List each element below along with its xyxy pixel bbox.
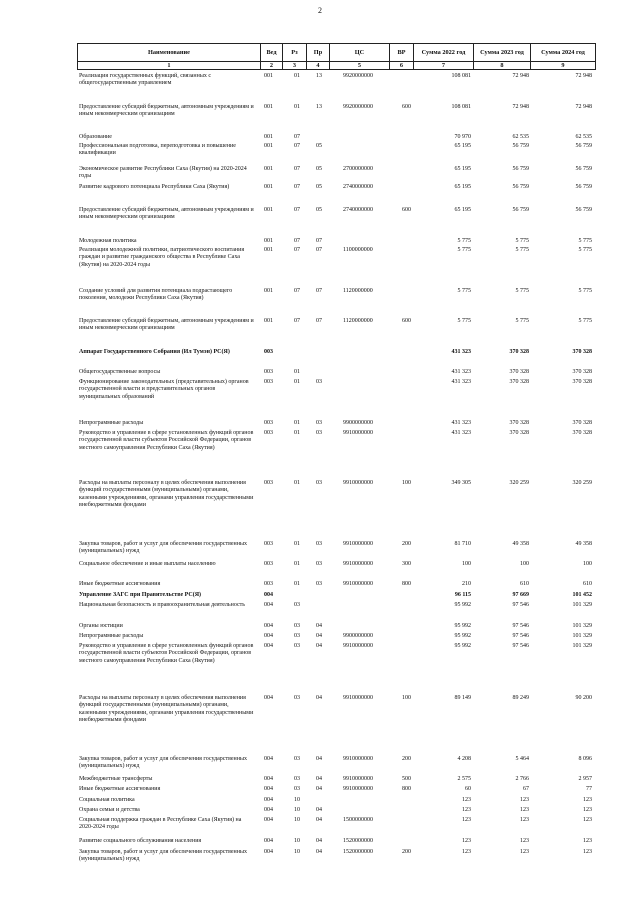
row-rz: 10 <box>294 797 300 803</box>
row-rz: 03 <box>294 695 300 701</box>
row-sum-2023: 2 766 <box>515 776 529 782</box>
row-sum-2022: 108 081 <box>451 104 471 110</box>
row-cs: 2740000000 <box>343 184 373 190</box>
row-rz: 01 <box>294 420 300 426</box>
row-rz: 03 <box>294 786 300 792</box>
row-ved: 004 <box>264 623 273 629</box>
row-vr: 800 <box>402 786 411 792</box>
row-pr: 03 <box>316 430 322 436</box>
row-rz: 01 <box>294 430 300 436</box>
row-sum-2022: 95 992 <box>454 602 471 608</box>
table-header <box>77 43 596 70</box>
row-pr: 04 <box>316 817 322 823</box>
row-pr: 04 <box>316 633 322 639</box>
row-pr: 04 <box>316 849 322 855</box>
row-cs: 1500000000 <box>343 817 373 823</box>
row-sum-2024: 101 329 <box>572 623 592 629</box>
row-pr: 05 <box>316 184 322 190</box>
row-ved: 004 <box>264 807 273 813</box>
row-rz: 07 <box>294 207 300 213</box>
row-sum-2022: 210 <box>462 581 471 587</box>
row-name: Управление ЗАГС при Правительстве РС(Я) <box>79 592 202 598</box>
col-header-name: Наименование <box>78 44 261 62</box>
row-sum-2024: 5 775 <box>578 318 592 324</box>
row-pr: 04 <box>316 776 322 782</box>
row-vr: 600 <box>402 104 411 110</box>
row-ved: 001 <box>264 238 273 244</box>
row-vr: 600 <box>402 318 411 324</box>
row-sum-2023: 72 948 <box>512 73 529 79</box>
row-ved: 004 <box>264 602 273 608</box>
row-ved: 004 <box>264 817 273 823</box>
row-cs: 9910000000 <box>343 643 373 649</box>
row-ved: 004 <box>264 643 273 649</box>
row-ved: 001 <box>264 143 273 149</box>
row-name: Предоставление субсидий бюджетным, автономным учреждениям и иным некоммерческим организациям <box>79 318 254 332</box>
row-pr: 07 <box>316 318 322 324</box>
row-sum-2024: 370 328 <box>572 369 592 375</box>
row-cs: 1520000000 <box>343 838 373 844</box>
row-sum-2024: 72 948 <box>575 104 592 110</box>
row-ved: 004 <box>264 776 273 782</box>
row-sum-2024: 101 329 <box>572 643 592 649</box>
row-vr: 300 <box>402 561 411 567</box>
col-number: 8 <box>474 62 531 70</box>
row-cs: 9920000000 <box>343 73 373 79</box>
row-sum-2022: 65 195 <box>454 207 471 213</box>
col-header-vr: ВР <box>390 44 414 62</box>
row-cs: 9910000000 <box>343 541 373 547</box>
row-rz: 03 <box>294 633 300 639</box>
row-sum-2023: 67 <box>523 786 529 792</box>
row-sum-2023: 123 <box>520 807 529 813</box>
row-ved: 001 <box>264 104 273 110</box>
row-cs: 9910000000 <box>343 786 373 792</box>
row-name: Расходы на выплаты персоналу в целях обеспечения выполнения функций государственными (муниципальными) органами, казенными учреждениями, органами управления государственными внебюджетными фондами <box>79 480 254 509</box>
row-sum-2024: 56 759 <box>575 207 592 213</box>
col-header-pr: Пр <box>307 44 330 62</box>
row-pr: 04 <box>316 695 322 701</box>
row-ved: 004 <box>264 756 273 762</box>
row-ved: 001 <box>264 288 273 294</box>
row-sum-2022: 123 <box>462 807 471 813</box>
row-sum-2022: 431 323 <box>451 430 471 436</box>
page-number: 2 <box>318 6 322 15</box>
row-name: Функционирование законодательных (представительных) органов государственной власти и представительных органов муниципальных образований <box>79 379 249 400</box>
row-name: Аппарат Государственного Собрания (Ил Тумэн) РС(Я) <box>79 349 230 355</box>
row-ved: 001 <box>264 73 273 79</box>
row-sum-2023: 123 <box>520 817 529 823</box>
row-ved: 004 <box>264 695 273 701</box>
row-cs: 1120000000 <box>343 288 373 294</box>
row-cs: 1520000000 <box>343 849 373 855</box>
row-sum-2024: 56 759 <box>575 143 592 149</box>
row-ved: 003 <box>264 349 273 355</box>
row-sum-2022: 4 208 <box>457 756 471 762</box>
row-sum-2024: 100 <box>583 561 592 567</box>
row-sum-2023: 100 <box>520 561 529 567</box>
row-cs: 9910000000 <box>343 695 373 701</box>
row-sum-2022: 5 775 <box>457 288 471 294</box>
row-sum-2023: 5 464 <box>515 756 529 762</box>
row-ved: 003 <box>264 561 273 567</box>
row-sum-2023: 5 775 <box>515 247 529 253</box>
row-sum-2023: 97 546 <box>512 623 529 629</box>
row-pr: 04 <box>316 756 322 762</box>
row-sum-2024: 56 759 <box>575 166 592 172</box>
row-name: Предоставление субсидий бюджетным, автономным учреждениям и иным некоммерческим организациям <box>79 207 254 221</box>
row-ved: 001 <box>264 207 273 213</box>
row-sum-2023: 370 328 <box>509 420 529 426</box>
row-sum-2022: 349 305 <box>451 480 471 486</box>
row-cs: 1100000000 <box>343 247 373 253</box>
row-sum-2022: 123 <box>462 797 471 803</box>
col-number: 3 <box>283 62 307 70</box>
row-name: Иные бюджетные ассигнования <box>79 786 161 792</box>
row-sum-2024: 370 328 <box>572 420 592 426</box>
row-sum-2023: 123 <box>520 838 529 844</box>
row-rz: 03 <box>294 643 300 649</box>
row-sum-2024: 5 775 <box>578 288 592 294</box>
row-sum-2023: 123 <box>520 797 529 803</box>
row-sum-2024: 370 328 <box>572 379 592 385</box>
row-name: Создание условий для развития потенциала подрастающего поколения, молодежи Республики Саха (Якутия) <box>79 288 233 302</box>
row-sum-2024: 123 <box>583 807 592 813</box>
row-vr: 500 <box>402 776 411 782</box>
row-sum-2024: 5 775 <box>578 238 592 244</box>
row-vr: 200 <box>402 849 411 855</box>
row-name: Межбюджетные трансферты <box>79 776 153 782</box>
row-name: Реализация молодежной политики, патриотического воспитания граждан и развитие гражданского общества в Республике Саха (Якутия) на 2020-2024 годы <box>79 247 245 268</box>
row-pr: 07 <box>316 288 322 294</box>
row-sum-2023: 5 775 <box>515 288 529 294</box>
row-sum-2024: 49 358 <box>575 541 592 547</box>
row-ved: 001 <box>264 134 273 140</box>
row-rz: 01 <box>294 104 300 110</box>
row-vr: 200 <box>402 756 411 762</box>
row-pr: 05 <box>316 207 322 213</box>
row-sum-2022: 100 <box>462 561 471 567</box>
col-number: 1 <box>78 62 261 70</box>
row-cs: 9900000000 <box>343 633 373 639</box>
row-name: Развитие кадрового потенциала Республики Саха (Якутия) <box>79 184 230 190</box>
col-header-rz: Рз <box>283 44 307 62</box>
row-sum-2023: 62 535 <box>512 134 529 140</box>
row-pr: 04 <box>316 643 322 649</box>
row-sum-2024: 101 329 <box>572 602 592 608</box>
row-name: Закупка товаров, работ и услуг для обеспечения государственных (муниципальных) нужд <box>79 541 248 555</box>
row-pr: 13 <box>316 73 322 79</box>
row-rz: 07 <box>294 247 300 253</box>
row-sum-2024: 5 775 <box>578 247 592 253</box>
row-pr: 13 <box>316 104 322 110</box>
row-sum-2023: 123 <box>520 849 529 855</box>
row-sum-2022: 96 115 <box>454 592 471 598</box>
row-ved: 003 <box>264 430 273 436</box>
row-ved: 003 <box>264 541 273 547</box>
row-sum-2023: 370 328 <box>509 349 529 355</box>
row-sum-2022: 108 081 <box>451 73 471 79</box>
col-number: 9 <box>531 62 596 70</box>
row-name: Экономическое развитие Республики Саха (Якутия) на 2020-2024 годы <box>79 166 247 180</box>
row-name: Непрограммные расходы <box>79 420 144 426</box>
row-sum-2022: 95 992 <box>454 623 471 629</box>
row-pr: 03 <box>316 420 322 426</box>
row-ved: 003 <box>264 379 273 385</box>
row-ved: 004 <box>264 797 273 803</box>
row-pr: 03 <box>316 480 322 486</box>
row-rz: 07 <box>294 143 300 149</box>
row-pr: 07 <box>316 238 322 244</box>
row-pr: 03 <box>316 541 322 547</box>
row-sum-2023: 97 546 <box>512 643 529 649</box>
row-rz: 10 <box>294 849 300 855</box>
row-sum-2023: 49 358 <box>512 541 529 547</box>
row-ved: 004 <box>264 592 273 598</box>
col-number: 4 <box>307 62 330 70</box>
row-sum-2023: 56 759 <box>512 184 529 190</box>
row-cs: 9910000000 <box>343 776 373 782</box>
row-pr: 03 <box>316 581 322 587</box>
row-sum-2022: 431 323 <box>451 379 471 385</box>
row-rz: 03 <box>294 623 300 629</box>
row-sum-2024: 101 452 <box>572 592 592 598</box>
row-rz: 10 <box>294 817 300 823</box>
row-sum-2024: 2 957 <box>578 776 592 782</box>
row-sum-2023: 320 259 <box>509 480 529 486</box>
row-sum-2023: 89 249 <box>512 695 529 701</box>
row-vr: 100 <box>402 480 411 486</box>
row-sum-2023: 5 775 <box>515 318 529 324</box>
row-cs: 9910000000 <box>343 480 373 486</box>
row-sum-2023: 97 546 <box>512 633 529 639</box>
row-name: Непрограммные расходы <box>79 633 144 639</box>
row-sum-2023: 72 948 <box>512 104 529 110</box>
row-rz: 01 <box>294 379 300 385</box>
row-cs: 9910000000 <box>343 581 373 587</box>
row-name: Охрана семьи и детства <box>79 807 140 813</box>
col-header-sum-2023: Сумма 2023 год <box>474 44 531 62</box>
row-sum-2022: 65 195 <box>454 184 471 190</box>
row-cs: 9900000000 <box>343 420 373 426</box>
row-name: Развитие социального обслуживания населения <box>79 838 202 844</box>
col-number: 6 <box>390 62 414 70</box>
row-sum-2022: 70 970 <box>454 134 471 140</box>
row-ved: 001 <box>264 247 273 253</box>
row-rz: 03 <box>294 776 300 782</box>
col-header-sum-2024: Сумма 2024 год <box>531 44 596 62</box>
row-rz: 03 <box>294 756 300 762</box>
row-sum-2024: 77 <box>586 786 592 792</box>
row-rz: 01 <box>294 369 300 375</box>
row-name: Профессиональная подготовка, переподготовка и повышение квалификации <box>79 143 236 157</box>
col-number: 5 <box>330 62 390 70</box>
row-cs: 2740000000 <box>343 207 373 213</box>
row-sum-2022: 60 <box>465 786 471 792</box>
row-pr: 03 <box>316 379 322 385</box>
row-sum-2022: 431 323 <box>451 349 471 355</box>
row-sum-2024: 610 <box>583 581 592 587</box>
row-ved: 004 <box>264 786 273 792</box>
row-name: Социальная поддержка граждан в Республике Саха (Якутия) на 2020-2024 годы <box>79 817 242 831</box>
row-sum-2023: 5 775 <box>515 238 529 244</box>
row-name: Предоставление субсидий бюджетным, автономным учреждениям и иным некоммерческим организациям <box>79 104 254 118</box>
row-sum-2022: 65 195 <box>454 143 471 149</box>
row-ved: 004 <box>264 633 273 639</box>
col-number: 2 <box>261 62 283 70</box>
row-cs: 9910000000 <box>343 756 373 762</box>
row-name: Общегосударственные вопросы <box>79 369 161 375</box>
row-rz: 07 <box>294 288 300 294</box>
row-sum-2022: 65 195 <box>454 166 471 172</box>
row-vr: 600 <box>402 207 411 213</box>
row-sum-2022: 95 992 <box>454 643 471 649</box>
row-sum-2022: 95 992 <box>454 633 471 639</box>
row-sum-2022: 123 <box>462 817 471 823</box>
row-name: Руководство и управление в сфере установленных функций органов государственной власти субъектов Российской Федерации, органов местного самоуправления Республики Саха (Якутия) <box>79 430 254 451</box>
row-ved: 004 <box>264 838 273 844</box>
col-number: 7 <box>414 62 474 70</box>
row-pr: 04 <box>316 786 322 792</box>
row-sum-2023: 97 669 <box>512 592 529 598</box>
row-rz: 10 <box>294 838 300 844</box>
row-rz: 07 <box>294 238 300 244</box>
row-sum-2024: 56 759 <box>575 184 592 190</box>
col-header-sum-2022: Сумма 2022 год <box>414 44 474 62</box>
row-sum-2022: 123 <box>462 838 471 844</box>
row-name: Образование <box>79 134 112 140</box>
row-name: Социальная политика <box>79 797 135 803</box>
col-header-cs: ЦС <box>330 44 390 62</box>
row-sum-2024: 62 535 <box>575 134 592 140</box>
row-sum-2022: 5 775 <box>457 318 471 324</box>
row-sum-2023: 370 328 <box>509 369 529 375</box>
row-vr: 800 <box>402 581 411 587</box>
row-rz: 07 <box>294 184 300 190</box>
row-sum-2023: 97 546 <box>512 602 529 608</box>
row-cs: 9910000000 <box>343 561 373 567</box>
row-rz: 03 <box>294 602 300 608</box>
row-pr: 04 <box>316 623 322 629</box>
row-name: Закупка товаров, работ и услуг для обеспечения государственных (муниципальных) нужд <box>79 849 248 863</box>
row-vr: 100 <box>402 695 411 701</box>
row-rz: 07 <box>294 134 300 140</box>
row-sum-2024: 101 329 <box>572 633 592 639</box>
row-rz: 01 <box>294 73 300 79</box>
row-name: Социальное обеспечение и иные выплаты населению <box>79 561 216 567</box>
row-sum-2024: 8 096 <box>578 756 592 762</box>
row-sum-2022: 81 710 <box>454 541 471 547</box>
row-pr: 04 <box>316 807 322 813</box>
row-pr: 05 <box>316 143 322 149</box>
row-ved: 003 <box>264 480 273 486</box>
row-sum-2022: 89 149 <box>454 695 471 701</box>
row-ved: 001 <box>264 318 273 324</box>
row-sum-2023: 370 328 <box>509 430 529 436</box>
row-rz: 01 <box>294 480 300 486</box>
row-name: Реализация государственных функций, связанных с общегосударственным управлением <box>79 73 212 87</box>
row-rz: 07 <box>294 166 300 172</box>
row-sum-2023: 56 759 <box>512 143 529 149</box>
row-sum-2024: 123 <box>583 838 592 844</box>
row-cs: 9910000000 <box>343 430 373 436</box>
row-rz: 01 <box>294 561 300 567</box>
row-sum-2024: 72 948 <box>575 73 592 79</box>
row-sum-2024: 123 <box>583 817 592 823</box>
row-rz: 01 <box>294 581 300 587</box>
row-sum-2023: 56 759 <box>512 166 529 172</box>
row-sum-2024: 320 259 <box>572 480 592 486</box>
row-sum-2022: 5 775 <box>457 247 471 253</box>
row-sum-2024: 370 328 <box>572 430 592 436</box>
row-name: Закупка товаров, работ и услуг для обеспечения государственных (муниципальных) нужд <box>79 756 248 770</box>
row-sum-2024: 90 200 <box>575 695 592 701</box>
row-sum-2022: 2 575 <box>457 776 471 782</box>
row-name: Расходы на выплаты персоналу в целях обеспечения выполнения функций государственными (муниципальными) органами, казенными учреждениями, органами управления государственными внебюджетными фондами <box>79 695 254 724</box>
row-cs: 2700000000 <box>343 166 373 172</box>
row-sum-2022: 431 323 <box>451 369 471 375</box>
row-pr: 05 <box>316 166 322 172</box>
row-vr: 200 <box>402 541 411 547</box>
row-ved: 004 <box>264 849 273 855</box>
row-cs: 1120000000 <box>343 318 373 324</box>
row-rz: 07 <box>294 318 300 324</box>
row-sum-2023: 370 328 <box>509 379 529 385</box>
row-ved: 003 <box>264 581 273 587</box>
row-sum-2022: 123 <box>462 849 471 855</box>
row-name: Органы юстиции <box>79 623 123 629</box>
row-name: Иные бюджетные ассигнования <box>79 581 161 587</box>
row-sum-2023: 610 <box>520 581 529 587</box>
row-name: Руководство и управление в сфере установленных функций органов государственной власти субъектов Российской Федерации, органов местного самоуправления Республики Саха (Якутия) <box>79 643 254 664</box>
row-sum-2023: 56 759 <box>512 207 529 213</box>
row-ved: 001 <box>264 184 273 190</box>
row-sum-2022: 5 775 <box>457 238 471 244</box>
row-pr: 04 <box>316 838 322 844</box>
row-name: Молодежная политика <box>79 238 137 244</box>
row-sum-2022: 431 323 <box>451 420 471 426</box>
row-sum-2024: 123 <box>583 797 592 803</box>
row-sum-2024: 370 328 <box>572 349 592 355</box>
col-header-ved: Вед <box>261 44 283 62</box>
row-rz: 01 <box>294 541 300 547</box>
row-ved: 001 <box>264 166 273 172</box>
row-pr: 03 <box>316 561 322 567</box>
row-sum-2024: 123 <box>583 849 592 855</box>
row-name: Национальная безопасность и правоохранительная деятельность <box>79 602 246 608</box>
row-rz: 10 <box>294 807 300 813</box>
row-ved: 003 <box>264 369 273 375</box>
row-cs: 9920000000 <box>343 104 373 110</box>
row-ved: 003 <box>264 420 273 426</box>
row-pr: 07 <box>316 247 322 253</box>
